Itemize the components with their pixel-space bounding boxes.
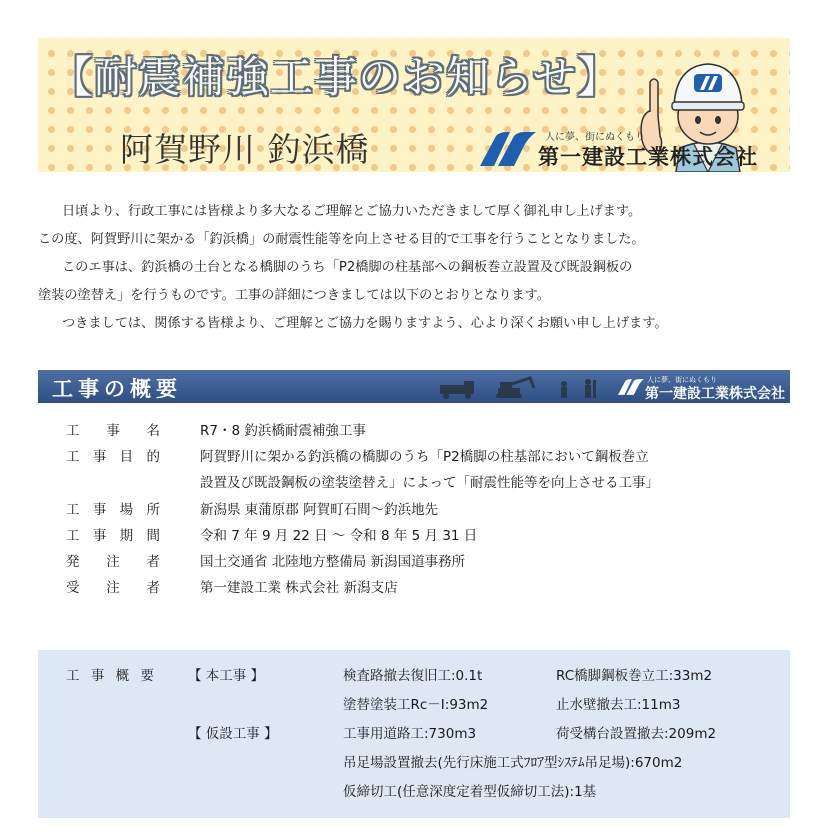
row-label: 発 注 者: [66, 554, 160, 570]
row-label: 工 事 名: [66, 423, 160, 439]
main-work-item: 塗替塗装工Rc－Ⅰ:93m2: [343, 697, 489, 713]
company-name: 第一建設工業株式会社: [538, 145, 758, 169]
row-value: 国土交通省 北陸地方整備局 新潟国道事務所: [200, 554, 466, 570]
temporary-work-header: 【 仮設工事 】: [188, 726, 278, 742]
construction-machinery-icon: [438, 376, 608, 400]
main-work-item: 検査路撤去復旧工:0.1t: [343, 668, 483, 684]
row-value: 設置及び既設鋼板の塗装塗替え」によって「耐震性能等を向上させる工事」: [200, 475, 659, 491]
company-logo: [450, 118, 790, 170]
banner-subtitle: 阿賀野川 釣浜橋: [120, 130, 370, 169]
intro-paragraph: この度、阿賀野川に架かる「釣浜橋」の耐震性能等を向上させる目的で工事を行うこととなりました。: [38, 232, 645, 247]
overview-section-header: [38, 370, 790, 403]
section-company-logo: [612, 372, 790, 402]
summary-label: 工 事 概 要: [66, 668, 154, 684]
intro-paragraph: 塗装の塗替え」を行うものです。工事の詳細につきましては以下のとおりとなります。: [38, 288, 550, 303]
banner-title: 【耐震補強工事のお知らせ】: [50, 53, 621, 103]
temporary-work-item: 荷受構台設置撤去:209m2: [556, 726, 717, 742]
main-work-header: 【 本工事 】: [188, 668, 265, 684]
temporary-work-item: 仮締切工(任意深度定着型仮締切工法):1基: [343, 784, 597, 800]
notice-banner: [38, 38, 790, 172]
company-logo-mark-icon: [618, 378, 644, 396]
company-logo-mark-icon: [480, 132, 536, 166]
intro-message: [0, 198, 840, 338]
temporary-work-item: 工事用道路工:730m3: [343, 726, 477, 742]
row-label: 工 事 期 間: [66, 528, 160, 544]
intro-paragraph: つきましては、関係する皆様より、ご理解とご協力を賜りますよう、心より深くお願い申し上げます。: [62, 316, 668, 331]
row-label: 工 事 目 的: [66, 449, 160, 465]
company-slogan: 人に夢、街にぬくもり: [545, 132, 645, 143]
row-label: 工 事 場 所: [66, 502, 160, 518]
intro-paragraph: 日頃より、行政工事には皆様より多大なるご理解とご協力いただきまして厚く御礼申し上げます。: [62, 204, 642, 219]
section-logo-slogan: 人に夢、街にぬくもり: [647, 376, 717, 384]
row-value: 令和 7 年 9 月 22 日 ～ 令和 8 年 5 月 31 日: [200, 528, 478, 544]
row-value: 第一建設工業 株式会社 新潟支店: [200, 580, 398, 596]
row-value: 新潟県 東蒲原郡 阿賀町石間～釣浜地先: [200, 502, 439, 518]
work-summary-box: [38, 650, 790, 818]
intro-paragraph: このエ事は、釣浜橋の土台となる橋脚のうち「P2橋脚の柱基部への鋼板巻立設置及び既設鋼板の: [62, 260, 633, 275]
row-value: R7・8 釣浜橋耐震補強工事: [200, 423, 366, 439]
section-logo-name: 第一建設工業株式会社: [645, 386, 785, 402]
row-label: 受 注 者: [66, 580, 160, 596]
main-work-item: 止水壁撤去工:11m3: [556, 697, 681, 713]
section-title: 工事の概要: [52, 377, 182, 401]
row-value: 阿賀野川に架かる釣浜橋の橋脚のうち「P2橋脚の柱基部において鋼板巻立: [200, 449, 649, 465]
temporary-work-item: 吊足場設置撤去(先行床施工式ﾌﾛｱ型ｼｽﾃﾑ吊足場):670m2: [343, 755, 683, 771]
main-work-item: RC橋脚鋼板巻立工:33m2: [556, 668, 713, 684]
